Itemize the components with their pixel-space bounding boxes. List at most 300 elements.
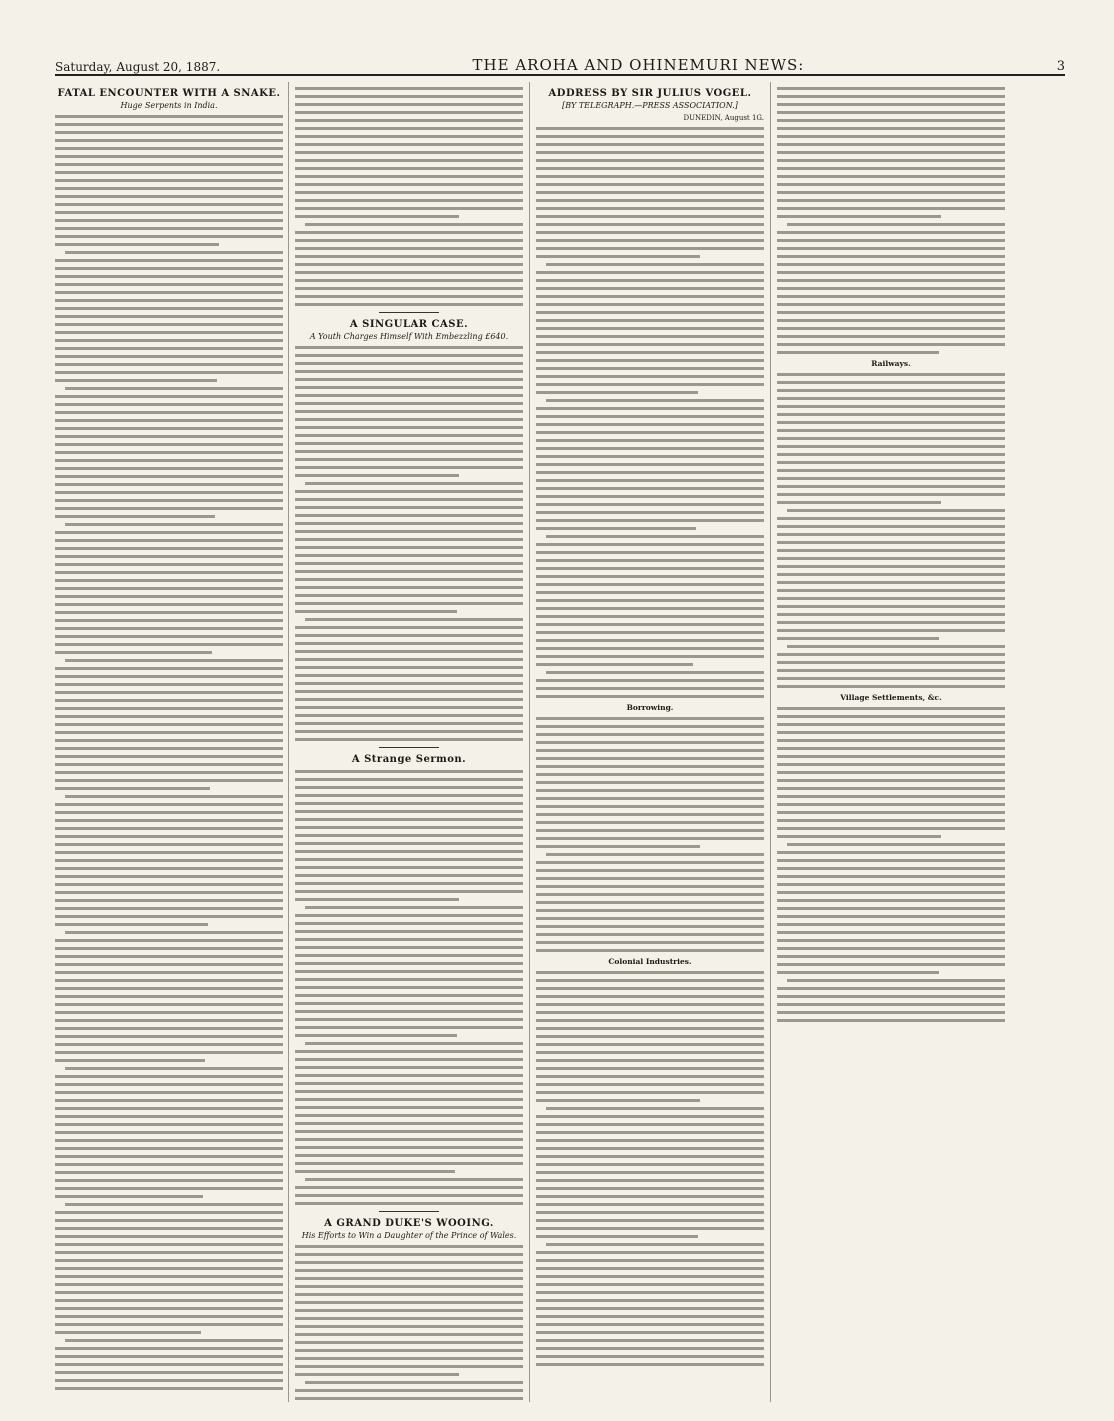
text-line xyxy=(295,1130,523,1133)
text-line xyxy=(295,386,523,389)
text-line xyxy=(536,375,764,378)
text-line xyxy=(536,583,764,586)
text-line xyxy=(295,722,523,725)
text-line xyxy=(536,455,764,458)
text-line xyxy=(546,399,764,402)
text-line xyxy=(777,685,1005,688)
text-line xyxy=(295,634,523,637)
text-line xyxy=(777,581,1005,584)
text-line xyxy=(55,1323,283,1326)
issue-date: Saturday, August 20, 1887. xyxy=(55,60,221,74)
text-line xyxy=(55,1227,283,1230)
text-line xyxy=(55,635,283,638)
text-line xyxy=(55,179,283,182)
text-line xyxy=(536,591,764,594)
text-line xyxy=(777,613,1005,616)
text-line xyxy=(295,1010,523,1013)
text-line xyxy=(295,922,523,925)
text-line xyxy=(55,987,283,990)
text-line xyxy=(55,1155,283,1158)
text-line xyxy=(55,307,283,310)
text-line xyxy=(777,803,1005,806)
text-line xyxy=(536,773,764,776)
text-line xyxy=(777,787,1005,790)
text-line xyxy=(777,95,1005,98)
text-line xyxy=(536,279,764,282)
text-line xyxy=(295,738,523,741)
text-line xyxy=(295,874,523,877)
article-body xyxy=(295,1245,523,1400)
text-line xyxy=(536,1131,764,1134)
text-line xyxy=(55,219,283,222)
text-line xyxy=(55,963,283,966)
text-line xyxy=(777,263,1005,266)
text-line xyxy=(536,1091,764,1094)
text-line xyxy=(536,447,764,450)
text-line xyxy=(65,1067,283,1070)
text-line xyxy=(55,1179,283,1182)
text-line xyxy=(777,517,1005,520)
text-line xyxy=(55,483,283,486)
text-line xyxy=(295,111,523,114)
text-line xyxy=(55,1371,283,1374)
text-line xyxy=(65,523,283,526)
text-line xyxy=(536,127,764,130)
text-line xyxy=(536,1315,764,1318)
text-line xyxy=(536,1339,764,1342)
text-line xyxy=(777,731,1005,734)
text-line xyxy=(55,435,283,438)
text-line xyxy=(777,183,1005,186)
text-line xyxy=(295,802,523,805)
text-line xyxy=(295,890,523,893)
text-line xyxy=(536,1331,764,1334)
text-line xyxy=(536,391,698,394)
text-line xyxy=(295,458,523,461)
text-line xyxy=(305,223,523,226)
text-line xyxy=(536,1291,764,1294)
text-line xyxy=(295,1373,459,1376)
text-line xyxy=(295,842,523,845)
text-line xyxy=(305,906,523,909)
text-line xyxy=(295,602,523,605)
text-line xyxy=(295,810,523,813)
text-line xyxy=(295,786,523,789)
text-line xyxy=(295,850,523,853)
text-line xyxy=(55,355,283,358)
text-line xyxy=(777,565,1005,568)
article-subhead: A Youth Charges Himself With Embezzling £640. xyxy=(309,332,509,341)
article-headline: ADDRESS BY SIR JULIUS VOGEL. xyxy=(548,88,752,99)
text-line xyxy=(65,387,283,390)
text-line xyxy=(295,1317,523,1320)
text-line xyxy=(777,429,1005,432)
text-line xyxy=(536,511,764,514)
article-subhead: [BY TELEGRAPH.—PRESS ASSOCIATION.] xyxy=(562,101,738,110)
text-line xyxy=(295,770,523,773)
text-line xyxy=(536,1019,764,1022)
text-line xyxy=(55,267,283,270)
text-line xyxy=(55,283,283,286)
text-line xyxy=(777,955,1005,958)
text-line xyxy=(295,279,523,282)
text-line xyxy=(536,207,764,210)
text-line xyxy=(777,287,1005,290)
text-line xyxy=(536,623,764,626)
text-line xyxy=(787,979,1005,982)
text-line xyxy=(546,263,764,266)
text-line xyxy=(295,263,523,266)
text-line xyxy=(55,1027,283,1030)
text-line xyxy=(295,303,523,306)
text-line xyxy=(55,995,283,998)
text-line xyxy=(295,1277,523,1280)
text-line xyxy=(536,215,764,218)
text-line xyxy=(295,1154,523,1157)
text-line xyxy=(295,914,523,917)
text-line xyxy=(295,410,523,413)
text-line xyxy=(546,535,764,538)
text-line xyxy=(55,1099,283,1102)
text-line xyxy=(295,119,523,122)
text-line xyxy=(536,1299,764,1302)
text-line xyxy=(295,183,523,186)
text-line xyxy=(295,594,523,597)
text-line xyxy=(536,655,764,658)
text-line xyxy=(295,650,523,653)
text-line xyxy=(295,706,523,709)
text-line xyxy=(55,1195,203,1198)
text-line xyxy=(295,826,523,829)
text-line xyxy=(55,619,283,622)
text-line xyxy=(55,531,283,534)
page-number: 3 xyxy=(1056,59,1065,74)
text-line xyxy=(777,421,1005,424)
text-line xyxy=(536,1011,764,1014)
text-line xyxy=(295,1138,523,1141)
text-line xyxy=(55,1131,283,1134)
text-line xyxy=(777,135,1005,138)
text-line xyxy=(777,795,1005,798)
text-line xyxy=(295,962,523,965)
text-line xyxy=(777,923,1005,926)
text-line xyxy=(536,599,764,602)
text-line xyxy=(55,683,283,686)
text-line xyxy=(536,175,764,178)
text-line xyxy=(777,899,1005,902)
text-line xyxy=(536,1059,764,1062)
text-line xyxy=(777,405,1005,408)
text-line xyxy=(55,243,219,246)
text-line xyxy=(777,589,1005,592)
text-line xyxy=(536,439,764,442)
text-line xyxy=(536,543,764,546)
text-line xyxy=(536,407,764,410)
text-line xyxy=(55,155,283,158)
text-line xyxy=(536,479,764,482)
text-line xyxy=(777,677,1005,680)
text-line xyxy=(55,1267,283,1270)
article-body xyxy=(536,971,764,1366)
text-line xyxy=(536,821,764,824)
text-line xyxy=(777,303,1005,306)
text-line xyxy=(536,1179,764,1182)
text-line xyxy=(55,539,283,542)
text-line xyxy=(536,837,764,840)
text-line xyxy=(295,255,523,258)
text-line xyxy=(777,621,1005,624)
text-line xyxy=(536,335,764,338)
text-line xyxy=(777,343,1005,346)
text-line xyxy=(777,1003,1005,1006)
text-line xyxy=(536,845,700,848)
text-line xyxy=(777,891,1005,894)
text-line xyxy=(55,1035,283,1038)
text-line xyxy=(536,829,764,832)
text-line xyxy=(536,423,764,426)
text-line xyxy=(295,1058,523,1061)
text-line xyxy=(55,859,283,862)
text-line xyxy=(536,415,764,418)
text-line xyxy=(536,765,764,768)
text-line xyxy=(777,413,1005,416)
text-line xyxy=(777,669,1005,672)
text-line xyxy=(295,930,523,933)
text-line xyxy=(536,159,764,162)
text-line xyxy=(295,1074,523,1077)
text-line xyxy=(295,287,523,290)
text-line xyxy=(55,603,283,606)
text-line xyxy=(536,191,764,194)
text-line xyxy=(536,741,764,744)
article-headline: A SINGULAR CASE. xyxy=(349,319,469,330)
text-line xyxy=(777,819,1005,822)
text-line xyxy=(295,1365,523,1368)
text-line xyxy=(55,875,283,878)
text-line xyxy=(55,187,283,190)
text-line xyxy=(536,1043,764,1046)
text-line xyxy=(55,811,283,814)
text-line xyxy=(55,1211,283,1214)
text-line xyxy=(295,1309,523,1312)
text-line xyxy=(777,397,1005,400)
text-line xyxy=(295,682,523,685)
text-line xyxy=(295,1261,523,1264)
text-line xyxy=(55,235,283,238)
text-line xyxy=(536,1267,764,1270)
text-line xyxy=(55,467,283,470)
text-line xyxy=(777,501,941,504)
text-line xyxy=(55,1347,283,1350)
text-line xyxy=(55,507,283,510)
text-line xyxy=(536,1347,764,1350)
text-line xyxy=(55,1243,283,1246)
text-line xyxy=(536,503,764,506)
text-line xyxy=(55,867,283,870)
text-line xyxy=(55,1259,283,1262)
text-line xyxy=(777,151,1005,154)
text-line xyxy=(55,499,283,502)
text-line xyxy=(55,1379,283,1382)
text-line xyxy=(295,1341,523,1344)
text-line xyxy=(536,979,764,982)
text-line xyxy=(536,151,764,154)
text-line xyxy=(777,995,1005,998)
text-line xyxy=(536,861,764,864)
text-line xyxy=(295,247,523,250)
text-line xyxy=(536,1203,764,1206)
text-line xyxy=(536,687,764,690)
text-line xyxy=(777,493,1005,496)
text-line xyxy=(295,175,523,178)
text-line xyxy=(777,827,1005,830)
article-headline: A GRAND DUKE'S WOOING. xyxy=(324,1218,494,1229)
text-line xyxy=(777,215,941,218)
article-body xyxy=(295,346,523,741)
section-heading: Borrowing. xyxy=(626,703,674,712)
text-line xyxy=(295,346,523,349)
text-line xyxy=(295,167,523,170)
text-line xyxy=(536,1139,764,1142)
text-line xyxy=(777,485,1005,488)
text-line xyxy=(777,605,1005,608)
text-line xyxy=(55,715,283,718)
text-line xyxy=(777,907,1005,910)
text-line xyxy=(55,291,283,294)
text-line xyxy=(55,115,283,118)
text-line xyxy=(536,1051,764,1054)
text-line xyxy=(295,610,457,613)
text-line xyxy=(295,546,523,549)
text-line xyxy=(295,970,523,973)
text-line xyxy=(536,527,696,530)
text-line xyxy=(65,1203,283,1206)
text-line xyxy=(65,931,283,934)
text-line xyxy=(536,559,764,562)
text-line xyxy=(55,803,283,806)
text-line xyxy=(536,933,764,936)
text-line xyxy=(536,1355,764,1358)
text-line xyxy=(55,315,283,318)
text-line xyxy=(55,1235,283,1238)
text-line xyxy=(295,1389,523,1392)
text-line xyxy=(536,663,693,666)
text-line xyxy=(295,474,459,477)
text-line xyxy=(305,1381,523,1384)
text-line xyxy=(777,883,1005,886)
column-4 xyxy=(777,82,1005,1402)
text-line xyxy=(536,1259,764,1262)
text-line xyxy=(536,359,764,362)
text-line xyxy=(536,1003,764,1006)
text-line xyxy=(55,443,283,446)
text-line xyxy=(295,1082,523,1085)
text-line xyxy=(536,495,764,498)
text-line xyxy=(55,1043,283,1046)
text-line xyxy=(65,1339,283,1342)
text-line xyxy=(55,739,283,742)
text-line xyxy=(536,1123,764,1126)
text-line xyxy=(55,395,283,398)
text-line xyxy=(536,255,700,258)
text-line xyxy=(777,207,1005,210)
text-line xyxy=(536,925,764,928)
text-line xyxy=(777,859,1005,862)
text-line xyxy=(536,1115,764,1118)
text-line xyxy=(777,541,1005,544)
article-headline: A Strange Sermon. xyxy=(351,754,467,765)
text-line xyxy=(546,671,764,674)
text-line xyxy=(55,563,283,566)
text-line xyxy=(55,171,283,174)
text-line xyxy=(536,725,764,728)
text-line xyxy=(55,643,283,646)
column-1 xyxy=(55,82,283,1402)
article-body xyxy=(295,770,523,1205)
text-line xyxy=(55,595,283,598)
text-line xyxy=(55,339,283,342)
text-line xyxy=(536,607,764,610)
text-line xyxy=(295,530,523,533)
text-line xyxy=(777,469,1005,472)
text-line xyxy=(55,211,283,214)
article-subhead: Huge Serpents in India. xyxy=(120,101,218,110)
text-line xyxy=(55,475,283,478)
text-line xyxy=(536,757,764,760)
text-line xyxy=(55,915,283,918)
text-line xyxy=(55,1315,283,1318)
text-line xyxy=(295,658,523,661)
text-line xyxy=(55,147,283,150)
text-line xyxy=(55,691,283,694)
text-line xyxy=(305,1042,523,1045)
text-line xyxy=(55,1123,283,1126)
text-line xyxy=(777,653,1005,656)
text-line xyxy=(295,522,523,525)
text-line xyxy=(777,167,1005,170)
text-line xyxy=(536,971,764,974)
text-line xyxy=(55,403,283,406)
text-line xyxy=(55,427,283,430)
text-line xyxy=(777,597,1005,600)
text-line xyxy=(777,111,1005,114)
text-line xyxy=(295,1050,523,1053)
text-line xyxy=(55,515,215,518)
text-line xyxy=(55,419,283,422)
text-line xyxy=(777,867,1005,870)
column-3 xyxy=(536,82,764,1402)
text-line xyxy=(536,1147,764,1150)
text-line xyxy=(536,1227,764,1230)
text-line xyxy=(536,295,764,298)
text-line xyxy=(777,747,1005,750)
column-rule xyxy=(529,82,530,1402)
text-line xyxy=(295,978,523,981)
text-line xyxy=(777,851,1005,854)
text-line xyxy=(295,1269,523,1272)
text-line xyxy=(536,1283,764,1286)
article-body xyxy=(295,87,523,306)
text-line xyxy=(546,1243,764,1246)
text-line xyxy=(295,586,523,589)
text-line xyxy=(55,723,283,726)
text-line xyxy=(536,1219,764,1222)
text-line xyxy=(55,323,283,326)
text-line xyxy=(55,1019,283,1022)
text-line xyxy=(55,1075,283,1078)
text-line xyxy=(295,103,523,106)
text-line xyxy=(777,373,1005,376)
